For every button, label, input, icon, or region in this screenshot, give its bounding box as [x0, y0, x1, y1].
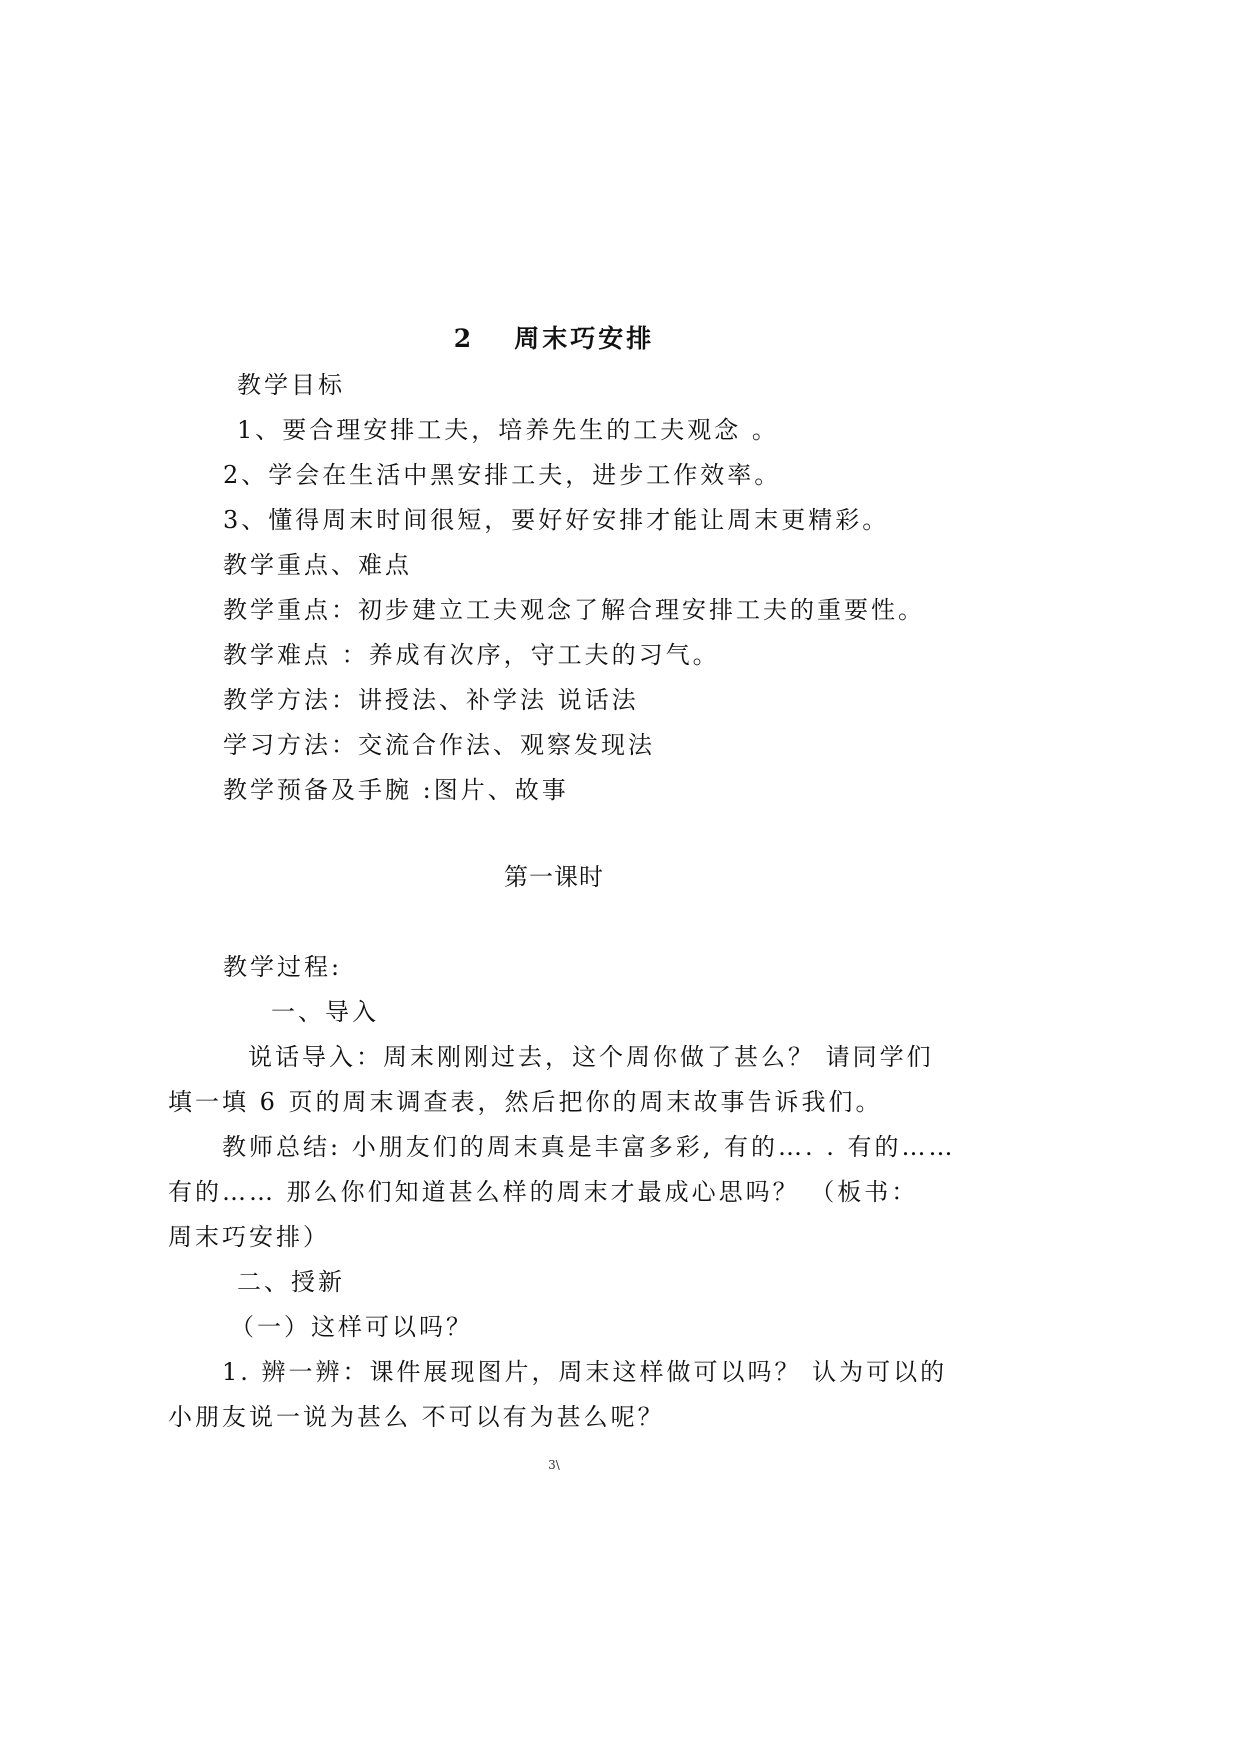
process-heading: 教学过程:	[223, 953, 343, 981]
subsection-heading: （一）这样可以吗？	[230, 1313, 473, 1341]
section-heading-intro: 一、导入	[271, 998, 379, 1026]
paragraph-line: 教师总结: 小朋友们的周末真是丰富多彩, 有的…. . 有的……	[222, 1133, 956, 1161]
preparation: 教学预备及手腕 :图片、故事	[223, 776, 569, 804]
learning-methods: 学习方法：交流合作法、观察发现法	[223, 731, 655, 759]
lesson-title	[0, 322, 1108, 356]
lesson-period-label: 第一课时	[504, 863, 604, 891]
paragraph-line: 说话导入：周末刚刚过去，这个周你做了甚么？ 请同学们	[248, 1043, 934, 1071]
paragraph-line: 填一填 6 页的周末调查表，然后把你的周末故事告诉我们。	[168, 1088, 883, 1116]
paragraph-line: 1. 辨一辨：课件展现图片，周末这样做可以吗？ 认为可以的	[222, 1358, 948, 1386]
paragraph-line: 小朋友说一说为甚么 不可以有为甚么呢？	[168, 1403, 665, 1431]
objectives-heading: 教学目标	[237, 371, 345, 399]
section-heading-new: 二、授新	[237, 1268, 345, 1296]
difficulty-point: 教学难点 ：养成有次序，守工夫的习气。	[223, 641, 720, 669]
key-point: 教学重点：初步建立工夫观念了解合理安排工夫的重要性。	[223, 596, 925, 624]
objective-item: 1、要合理安排工夫，培养先生的工夫观念 。	[237, 416, 779, 444]
objective-item: 3、懂得周末时间很短，要好好安排才能让周末更精彩。	[223, 506, 890, 534]
objective-item: 2、学会在生活中黑安排工夫，进步工作效率。	[223, 461, 782, 489]
key-points-heading: 教学重点、难点	[223, 551, 412, 579]
paragraph-line: 周末巧安排）	[168, 1223, 330, 1251]
page-number: 3\	[548, 1458, 560, 1472]
teaching-methods: 教学方法：讲授法、补学法 说话法	[223, 686, 639, 714]
paragraph-line: 有的…… 那么你们知道甚么样的周末才最成心思吗？ （板书：	[168, 1178, 919, 1206]
lesson-number: 2	[453, 324, 475, 353]
lesson-title-text: 周末巧安排	[514, 324, 655, 353]
